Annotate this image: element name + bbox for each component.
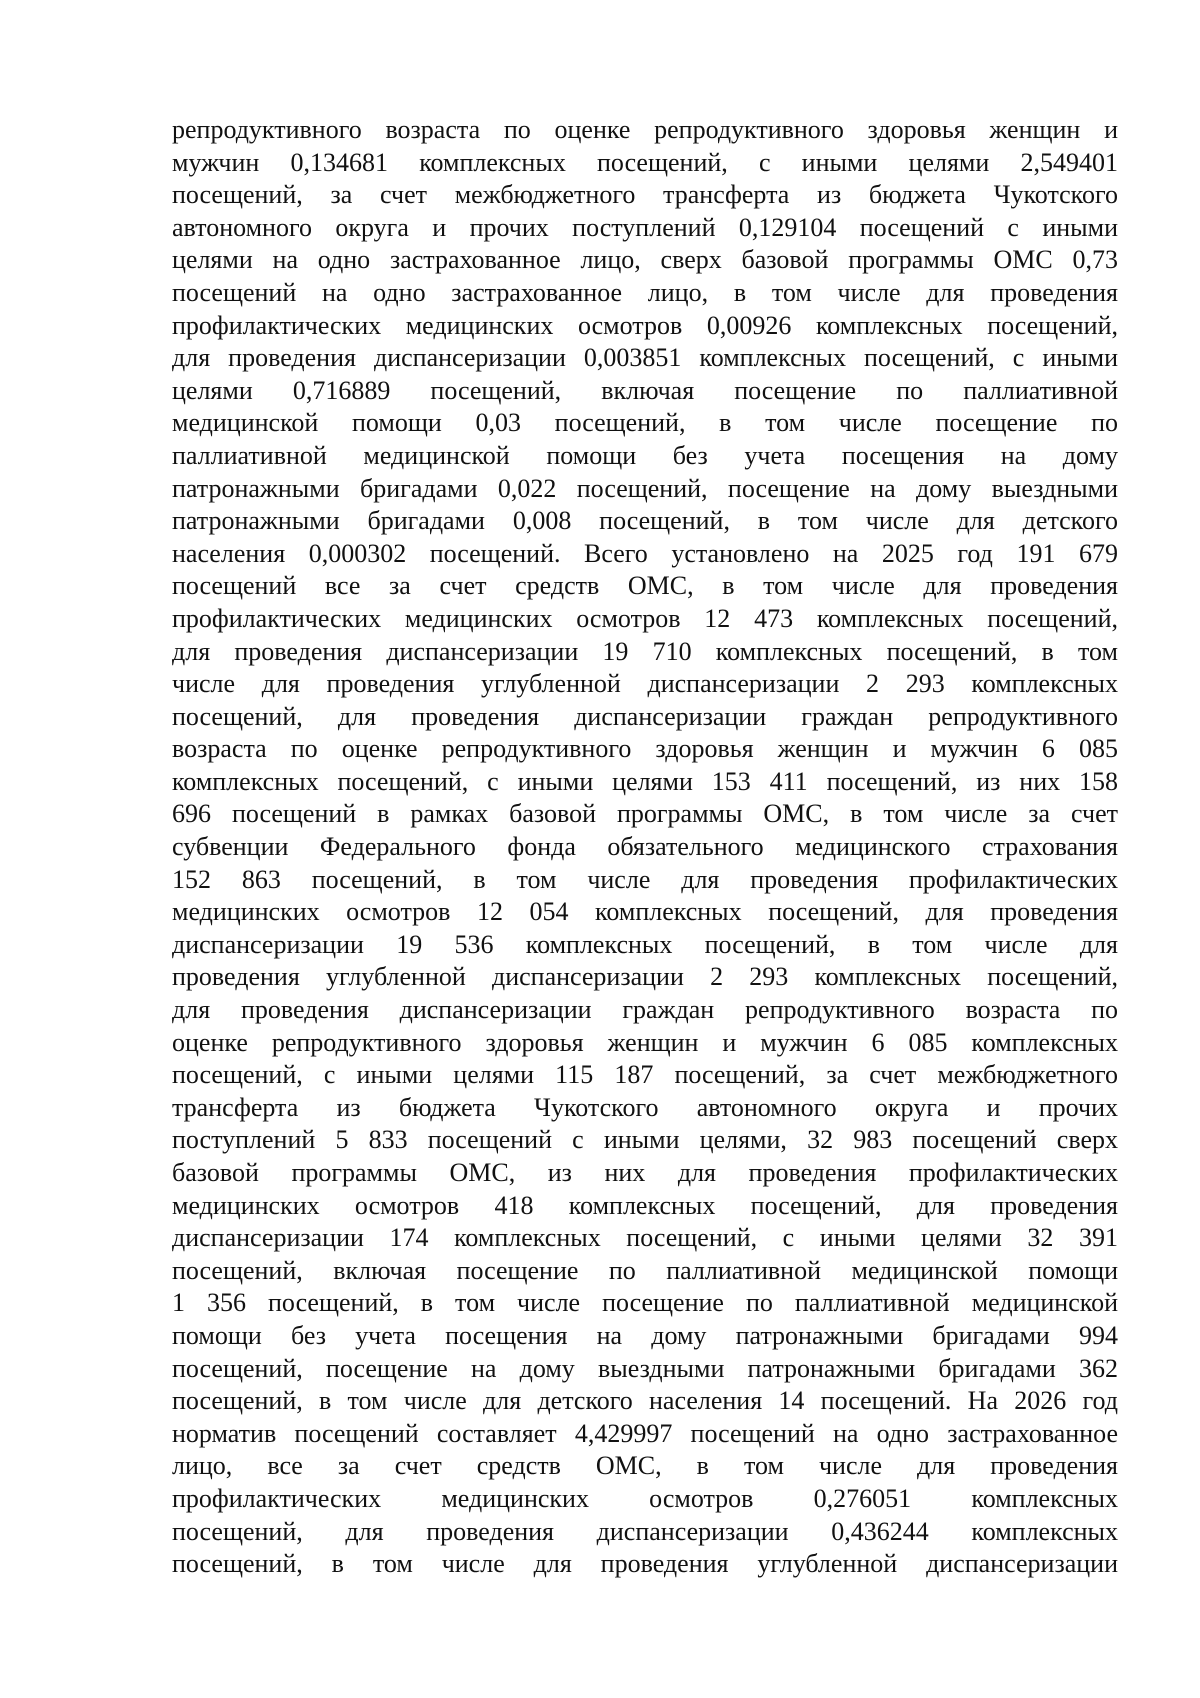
text-line: диспансеризации 174 комплексных посещений, с иными целями 32 391 bbox=[172, 1223, 1118, 1253]
text-line: диспансеризации 19 536 комплексных посещений, в том числе для bbox=[172, 929, 1118, 959]
text-line: репродуктивного возраста по оценке репродуктивного здоровья женщин и bbox=[172, 115, 1118, 144]
body-paragraph bbox=[172, 114, 1118, 1581]
text-line: для проведения диспансеризации 19 710 комплексных посещений, в том bbox=[172, 636, 1118, 666]
text-line: посещений на одно застрахованное лицо, в том числе для проведения bbox=[172, 277, 1118, 307]
text-line: посещений, с иными целями 115 187 посещений, за счет межбюджетного bbox=[172, 1060, 1118, 1090]
text-line: мужчин 0,134681 комплексных посещений, с иными целями 2,549401 bbox=[172, 147, 1118, 177]
text-line: помощи без учета посещения на дому патронажными бригадами 994 bbox=[172, 1320, 1118, 1350]
text-line: трансферта из бюджета Чукотского автономного округа и прочих bbox=[172, 1092, 1118, 1122]
text-line: целями 0,716889 посещений, включая посещение по паллиативной bbox=[172, 375, 1118, 405]
text-line: оценке репродуктивного здоровья женщин и мужчин 6 085 комплексных bbox=[172, 1027, 1118, 1057]
text-line: посещений, посещение на дому выездными патронажными бригадами 362 bbox=[172, 1353, 1118, 1383]
text-line: населения 0,000302 посещений. Всего установлено на 2025 год 191 679 bbox=[172, 538, 1118, 568]
text-line: комплексных посещений, с иными целями 153 411 посещений, из них 158 bbox=[172, 766, 1118, 796]
text-line: автономного округа и прочих поступлений 0,129104 посещений с иными bbox=[172, 212, 1118, 242]
text-line: числе для проведения углубленной диспансеризации 2 293 комплексных bbox=[172, 669, 1118, 699]
text-line: 696 посещений в рамках базовой программы ОМС, в том числе за счет bbox=[172, 799, 1118, 829]
text-line: посещений, за счет межбюджетного трансферта из бюджета Чукотского bbox=[172, 180, 1118, 210]
text-line: паллиативной медицинской помощи без учета посещения на дому bbox=[172, 440, 1118, 470]
text-line: посещений, в том числе для проведения углубленной диспансеризации bbox=[172, 1549, 1118, 1579]
text-line: посещений, для проведения диспансеризации граждан репродуктивного bbox=[172, 701, 1118, 731]
text-line: медицинских осмотров 12 054 комплексных посещений, для проведения bbox=[172, 897, 1118, 927]
text-line: возраста по оценке репродуктивного здоровья женщин и мужчин 6 085 bbox=[172, 734, 1118, 764]
text-line: базовой программы ОМС, из них для проведения профилактических bbox=[172, 1158, 1118, 1187]
text-line: патронажными бригадами 0,022 посещений, посещение на дому выездными bbox=[172, 473, 1118, 503]
text-line: норматив посещений составляет 4,429997 посещений на одно застрахованное bbox=[172, 1418, 1118, 1448]
text-line: посещений все за счет средств ОМС, в том числе для проведения bbox=[172, 571, 1118, 601]
text-line: медицинской помощи 0,03 посещений, в том числе посещение по bbox=[172, 408, 1118, 438]
text-line: для проведения диспансеризации 0,003851 комплексных посещений, с иными bbox=[172, 343, 1118, 373]
text-line: посещений, включая посещение по паллиативной медицинской помощи bbox=[172, 1255, 1118, 1285]
text-line: патронажными бригадами 0,008 посещений, в том числе для детского bbox=[172, 506, 1118, 536]
text-line: профилактических медицинских осмотров 12 473 комплексных посещений, bbox=[172, 603, 1118, 633]
text-line: для проведения диспансеризации граждан репродуктивного возраста по bbox=[172, 995, 1118, 1025]
text-line: посещений, в том числе для детского населения 14 посещений. На 2026 год bbox=[172, 1386, 1118, 1416]
text-line: 1 356 посещений, в том числе посещение по паллиативной медицинской bbox=[172, 1288, 1118, 1318]
text-line: профилактических медицинских осмотров 0,276051 комплексных bbox=[172, 1483, 1118, 1513]
text-line: проведения углубленной диспансеризации 2 293 комплексных посещений, bbox=[172, 962, 1118, 992]
text-line: медицинских осмотров 418 комплексных посещений, для проведения bbox=[172, 1190, 1118, 1220]
text-line: целями на одно застрахованное лицо, сверх базовой программы ОМС 0,73 bbox=[172, 245, 1118, 275]
text-line: поступлений 5 833 посещений с иными целями, 32 983 посещений сверх bbox=[172, 1125, 1118, 1155]
text-line: посещений, для проведения диспансеризации 0,436244 комплексных bbox=[172, 1516, 1118, 1546]
text-line: субвенции Федерального фонда обязательного медицинского страхования bbox=[172, 832, 1118, 862]
text-line: лицо, все за счет средств ОМС, в том числе для проведения bbox=[172, 1451, 1118, 1481]
text-line: профилактических медицинских осмотров 0,00926 комплексных посещений, bbox=[172, 310, 1118, 340]
text-line: 152 863 посещений, в том числе для проведения профилактических bbox=[172, 864, 1118, 894]
